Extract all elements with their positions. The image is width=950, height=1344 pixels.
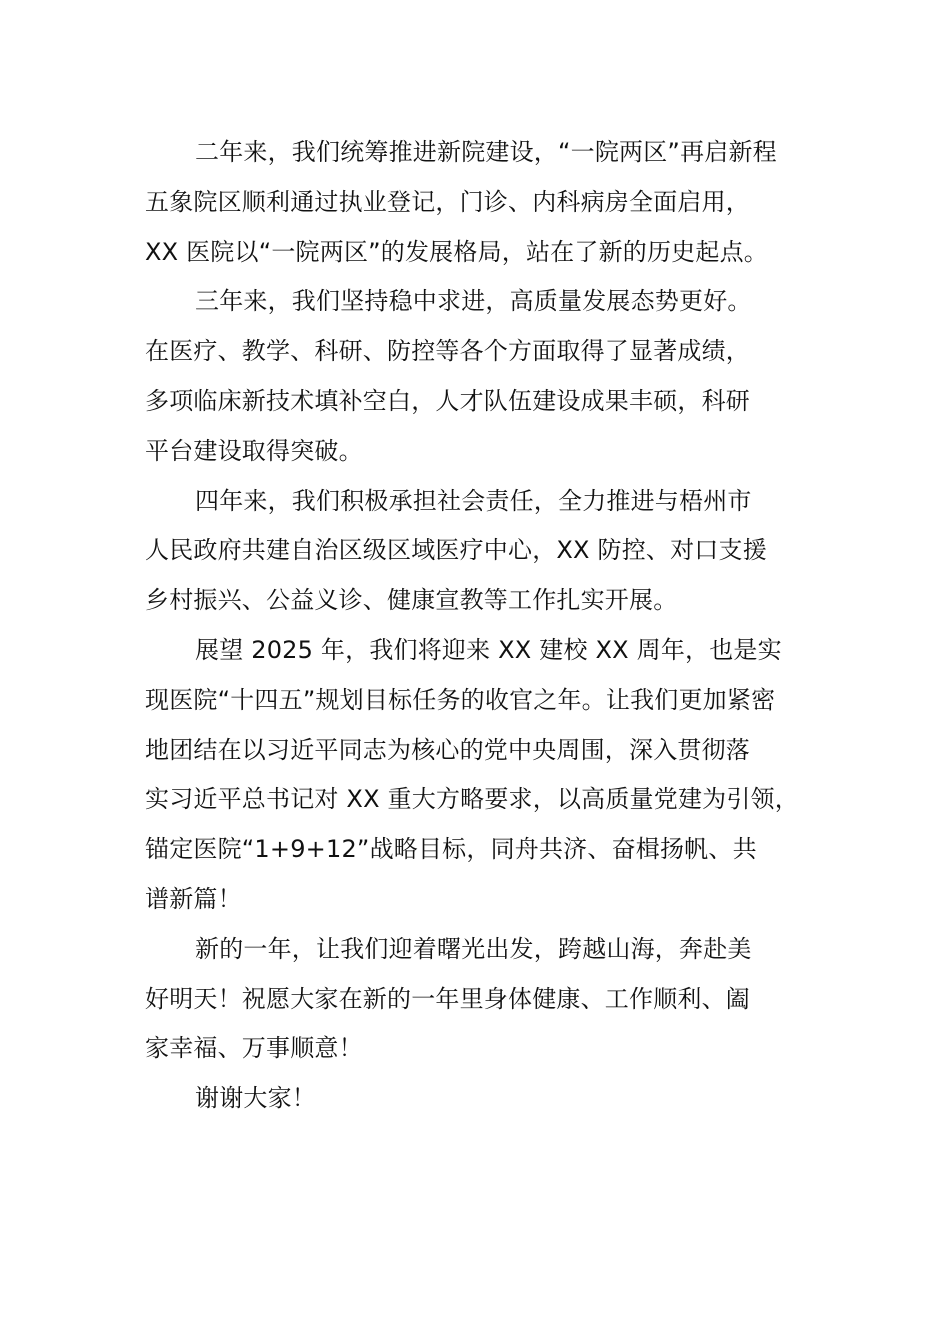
paragraph-2-line-2: 在医疗、教学、科研、防控等各个方面取得了显著成绩， bbox=[145, 337, 750, 366]
paragraph-3-line-2: 人民政府共建自治区级区域医疗中心，XX 防控、对口支援 bbox=[145, 536, 767, 565]
paragraph-2-line-3: 多项临床新技术填补空白，人才队伍建设成果丰硕，科研 bbox=[145, 386, 750, 415]
paragraph-5-line-1: 新的一年，让我们迎着曙光出发，跨越山海，奔赴美 bbox=[195, 934, 752, 963]
paragraph-3-line-1: 四年来，我们积极承担社会责任，全力推进与梧州市 bbox=[195, 486, 752, 515]
paragraph-3-line-3: 乡村振兴、公益义诊、健康宣教等工作扎实开展。 bbox=[145, 586, 678, 615]
paragraph-4-line-5: 锚定医院“1+9+12”战略目标，同舟共济、奋楫扬帆、共 bbox=[145, 835, 757, 864]
paragraph-2-line-1: 三年来，我们坚持稳中求进，高质量发展态势更好。 bbox=[195, 287, 752, 316]
paragraph-1-line-1: 二年来，我们统筹推进新院建设，“一院两区”再启新程 bbox=[195, 138, 777, 166]
paragraph-4-line-4: 实习近平总书记对 XX 重大方略要求，以高质量党建为引领， bbox=[145, 785, 799, 814]
paragraph-4-line-3: 地团结在以习近平同志为核心的党中央周围，深入贯彻落 bbox=[145, 735, 750, 764]
paragraph-5-line-3: 家幸福、万事顺意！ bbox=[145, 1034, 363, 1063]
paragraph-1-line-3: XX 医院以“一院两区”的发展格局，站在了新的历史起点。 bbox=[145, 237, 768, 266]
paragraph-4-line-1: 展望 2025 年，我们将迎来 XX 建校 XX 周年，也是实 bbox=[195, 635, 782, 664]
paragraph-4-line-2: 现医院“十四五”规划目标任务的收官之年。让我们更加紧密 bbox=[145, 685, 776, 714]
paragraph-2-line-4: 平台建设取得突破。 bbox=[145, 436, 363, 465]
paragraph-1-line-2: 五象院区顺利通过执业登记，门诊、内科病房全面启用， bbox=[145, 187, 750, 216]
paragraph-5-line-2: 好明天！祝愿大家在新的一年里身体健康、工作顺利、阖 bbox=[145, 984, 750, 1013]
document-body bbox=[145, 128, 845, 1124]
closing-thanks: 谢谢大家！ bbox=[195, 1084, 316, 1113]
paragraph-4-line-6: 谱新篇！ bbox=[145, 884, 242, 913]
